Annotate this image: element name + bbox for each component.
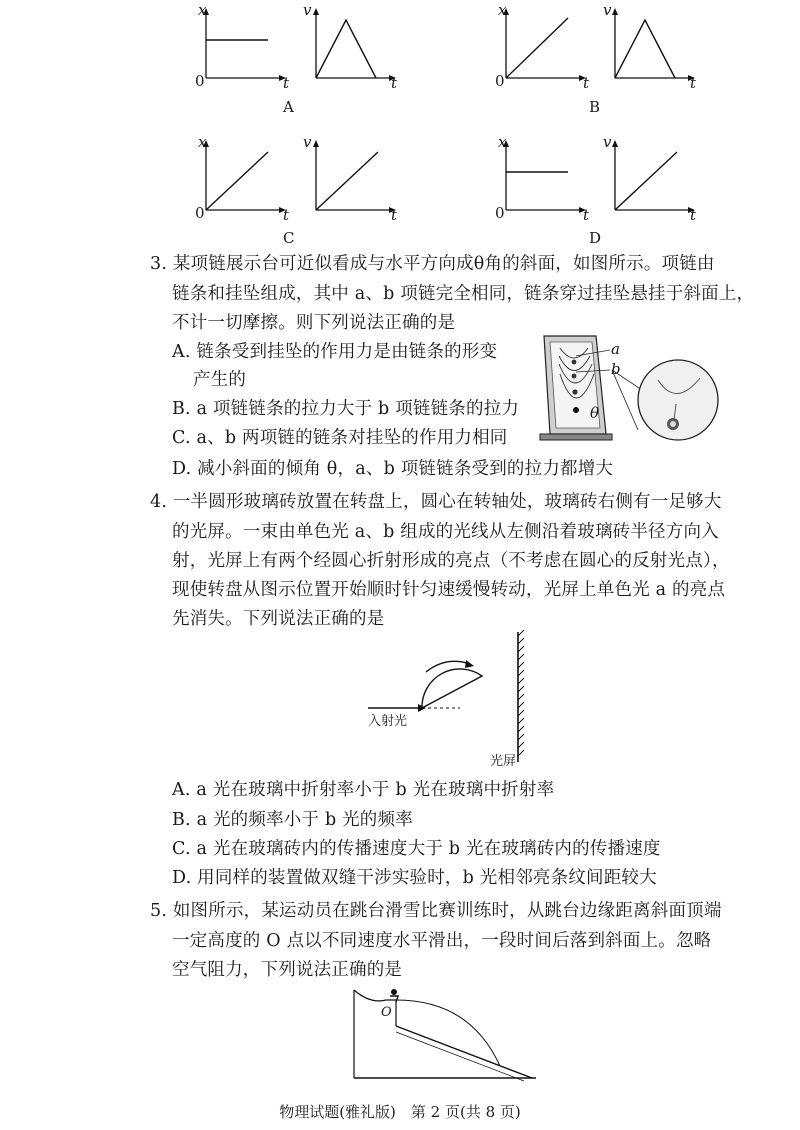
label-incident-light: 入射光 bbox=[368, 714, 408, 729]
q4-option-D: D. 用同样的装置做双缝干涉实验时，b 光相邻亮条纹间距较大 bbox=[172, 868, 657, 888]
q5-stem-line-2: 一定高度的 O 点以不同速度水平滑出，一段时间后落到斜面上。忽略 bbox=[172, 931, 712, 951]
q4-stem-line-1: 4. 一半圆形玻璃砖放置在转盘上，圆心在转轴处，玻璃砖右侧有一足够大 bbox=[150, 492, 722, 512]
q4-option-B: B. a 光的频率小于 b 光的频率 bbox=[172, 810, 413, 830]
t-axis-label: t bbox=[583, 74, 590, 92]
x-axis-label: x bbox=[498, 133, 507, 151]
v-axis-label: v bbox=[303, 133, 312, 151]
v-axis-label: v bbox=[603, 133, 612, 151]
q3-option-D: D. 减小斜面的倾角 θ，a、b 项链链条受到的拉力都增大 bbox=[172, 459, 614, 479]
t-axis-label: t bbox=[690, 74, 697, 92]
option-label-D: D bbox=[589, 229, 602, 247]
fig-label-b: b bbox=[611, 360, 621, 378]
origin-label: 0 bbox=[495, 204, 505, 222]
graph-B-xt bbox=[496, 6, 586, 86]
q5-stem-line-1: 5. 如图所示，某运动员在跳台滑雪比赛训练时，从跳台边缘距离斜面顶端 bbox=[150, 901, 722, 921]
t-axis-label: t bbox=[690, 206, 697, 224]
v-axis-label: v bbox=[603, 1, 612, 19]
page-footer: 物理试题(雅礼版) 第 2 页(共 8 页) bbox=[279, 1103, 521, 1121]
q4-stem-line-5: 先消失。下列说法正确的是 bbox=[172, 609, 385, 629]
q4-option-C: C. a 光在玻璃砖内的传播速度大于 b 光在玻璃砖内的传播速度 bbox=[172, 839, 661, 859]
origin-label: 0 bbox=[495, 72, 505, 90]
q4-stem-line-2: 的光屏。一束由单色光 a、b 组成的光线从左侧沿着玻璃砖半径方向入 bbox=[172, 522, 719, 542]
v-axis-label: v bbox=[303, 1, 312, 19]
origin-label: 0 bbox=[195, 204, 205, 222]
origin-label: 0 bbox=[195, 72, 205, 90]
x-axis-label: x bbox=[198, 1, 207, 19]
x-axis-label: x bbox=[498, 1, 507, 19]
graph-D-vt bbox=[605, 138, 695, 218]
option-label-C: C bbox=[283, 229, 295, 247]
q3-stem-line-3: 不计一切摩擦。则下列说法正确的是 bbox=[172, 313, 456, 333]
fig-label-theta: θ bbox=[590, 404, 600, 422]
graph-A-vt bbox=[306, 6, 396, 86]
q3-stem-line-2: 链条和挂坠组成，其中 a、b 项链完全相同，链条穿过挂坠悬挂于斜面上， bbox=[172, 284, 755, 304]
q4-stem-line-3: 射，光屏上有两个经圆心折射形成的亮点（不考虑在圆心的反射光点）， bbox=[172, 551, 730, 571]
q4-option-A: A. a 光在玻璃中折射率小于 b 光在玻璃中折射率 bbox=[172, 780, 555, 800]
ski-jump-figure bbox=[350, 982, 540, 1086]
necklace-stand-figure bbox=[530, 330, 720, 452]
graph-C-vt bbox=[306, 138, 396, 218]
t-axis-label: t bbox=[583, 206, 590, 224]
x-axis-label: x bbox=[198, 133, 207, 151]
fig-label-a: a bbox=[611, 340, 620, 358]
q3-option-A: A. 链条受到挂坠的作用力是由链条的形变 bbox=[172, 342, 498, 362]
q3-option-C: C. a、b 两项链的链条对挂坠的作用力相同 bbox=[172, 428, 508, 448]
graph-D-xt bbox=[496, 138, 586, 218]
option-label-B: B bbox=[589, 98, 601, 116]
t-axis-label: t bbox=[283, 74, 290, 92]
q3-option-B: B. a 项链链条的拉力大于 b 项链链条的拉力 bbox=[172, 399, 520, 419]
q5-stem-line-3: 空气阻力，下列说法正确的是 bbox=[172, 960, 403, 980]
t-axis-label: t bbox=[391, 206, 398, 224]
label-O: O bbox=[381, 1005, 392, 1020]
q4-stem-line-4: 现使转盘从图示位置开始顺时针匀速缓慢转动，光屏上单色光 a 的亮点 bbox=[172, 580, 726, 600]
graph-B-vt bbox=[605, 6, 695, 86]
q3-option-A-cont: 产生的 bbox=[193, 370, 247, 390]
label-screen: 光屏 bbox=[490, 754, 517, 769]
graph-C-xt bbox=[196, 138, 286, 218]
t-axis-label: t bbox=[283, 206, 290, 224]
t-axis-label: t bbox=[391, 74, 398, 92]
option-label-A: A bbox=[283, 98, 294, 116]
q3-stem-line-1: 3. 某项链展示台可近似看成与水平方向成θ角的斜面，如图所示。项链由 bbox=[150, 254, 715, 274]
graph-A-xt bbox=[196, 6, 286, 86]
